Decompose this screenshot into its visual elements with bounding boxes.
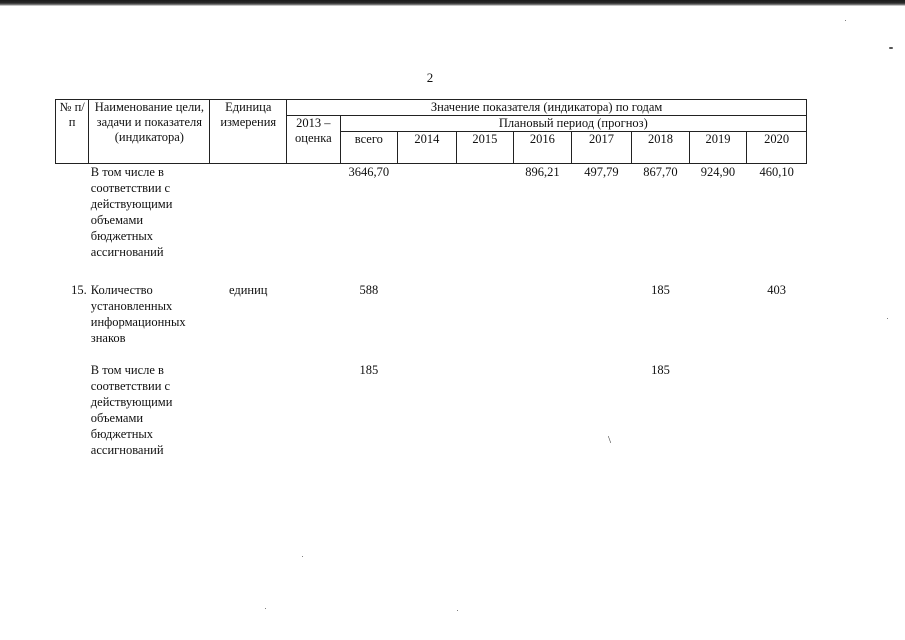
row-num [56, 164, 89, 282]
row-total: 3646,70 [348, 165, 390, 179]
scan-speck [887, 318, 888, 319]
scan-speck [302, 556, 303, 557]
row-year-value: 403 [767, 282, 786, 297]
row-estimate [287, 164, 340, 282]
header-values-group: Значение показателя (индикатора) по годам [287, 100, 807, 116]
row-year-value [456, 164, 514, 282]
row-year-value [456, 362, 514, 462]
header-year: 2020 [747, 132, 807, 164]
row-year-value: 867,70 [643, 165, 678, 179]
row-name: Количество установленных информационных знаков [90, 282, 186, 345]
header-plan-period: Плановый период (прогноз) [340, 116, 806, 132]
header-year: 2018 [632, 132, 690, 164]
row-year-value [689, 282, 747, 362]
row-year-value: 185 [651, 362, 670, 377]
scan-speck [845, 20, 846, 21]
scan-mark: \ [608, 434, 612, 446]
row-year-value: 185 [651, 282, 670, 297]
header-year: 2014 [398, 132, 457, 164]
header-year: 2019 [689, 132, 747, 164]
row-estimate [287, 362, 340, 462]
row-year-value [689, 362, 747, 462]
row-year-value [514, 362, 572, 462]
header-name: Наименование цели, задачи и показателя (индикатора) [89, 100, 210, 164]
row-estimate [287, 282, 340, 362]
scan-edge [0, 0, 905, 6]
table-row [56, 362, 807, 462]
row-year-value [514, 282, 572, 362]
indicators-table [55, 99, 807, 462]
row-year-value [747, 362, 807, 462]
row-year-value: 924,90 [700, 165, 736, 179]
row-total: 185 [359, 362, 379, 377]
row-total: 588 [359, 282, 379, 297]
table-row [56, 282, 807, 362]
row-year-value [571, 282, 632, 362]
row-year-value [398, 282, 457, 362]
row-year-value [456, 282, 514, 362]
row-year-value: 896,21 [525, 165, 560, 179]
header-unit: Единица измерения [210, 100, 287, 164]
row-unit: единиц [229, 282, 268, 297]
scan-speck [265, 608, 266, 609]
row-unit [210, 362, 287, 462]
row-num: 15. [71, 282, 87, 297]
header-year: 2016 [514, 132, 572, 164]
header-estimate: 2013 – оценка [287, 116, 340, 164]
table-row [56, 164, 807, 282]
row-year-value: 460,10 [759, 165, 794, 179]
row-name: В том числе в соответствии с действующими объемами бюджетных ассигнований [90, 165, 173, 259]
scan-speck [457, 610, 458, 611]
row-year-value [398, 362, 457, 462]
page-number: 2 [426, 70, 434, 85]
row-year-value: 497,79 [584, 165, 619, 179]
row-name: В том числе в соответствии с действующими объемами бюджетных ассигнований [90, 362, 173, 457]
row-year-value [571, 362, 632, 462]
header-year: 2015 [456, 132, 514, 164]
row-year-value [398, 164, 457, 282]
row-num [56, 362, 89, 462]
row-unit [210, 164, 287, 282]
header-num: № п/п [56, 100, 89, 164]
header-year: 2017 [571, 132, 632, 164]
scan-speck [889, 47, 893, 49]
header-total: всего [340, 132, 398, 164]
